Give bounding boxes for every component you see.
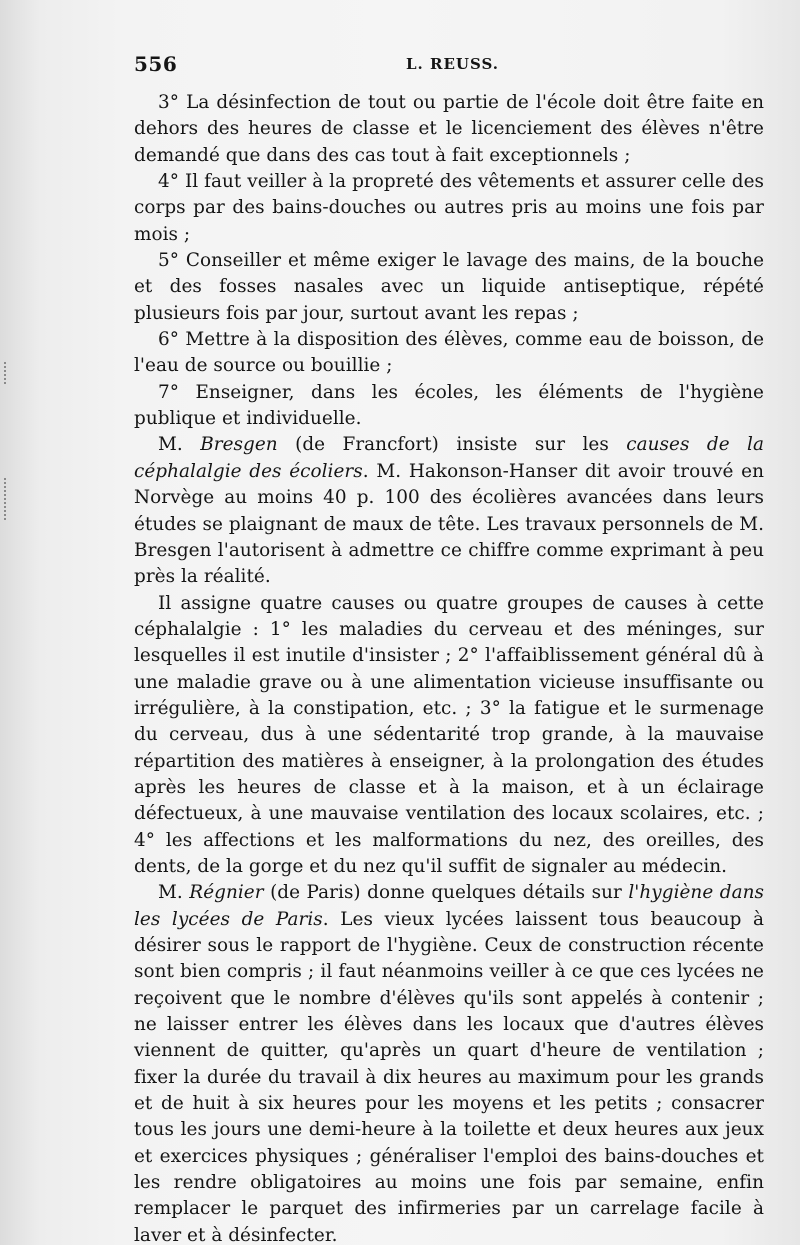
person-name: Régnier: [189, 882, 264, 904]
text-run: . M. Hakonson-Hanser dit avoir trouvé en Norvège au moins 40 p. 100 des écolières avancées dans leurs études se plaignant de maux de tête. Les travaux personnels de M. Bresgen l'autorisent à admettre ce chiffre comme exprimant à peu près la réalité.: [134, 460, 764, 588]
topic-title: causes de la céphalalgie des écoliers: [134, 434, 764, 482]
text-run: M.: [158, 434, 201, 456]
paragraph-causes: Il assigne quatre causes ou quatre groupes de causes à cette céphalalgie : 1° les maladies du cerveau et des méninges, sur lesquelles il est inutile d'insister ; 2° l'affaiblissement général dû à une maladie grave ou à une alimentation vicieuse insuffisante ou irrégulière, à la constipation, etc. ; 3° la fatigue et le surmenage du cerveau, dus à une sédentarité trop grande, à la mauvaise répartition des matières à enseigner, à la prolongation des études après les heures de classe et à la maison, et à un éclairage défectueux, à une mauvaise ventilation des locaux scolaires, etc. ; 4° les affections et les malformations du nez, des oreilles, des dents, de la gorge et du nez qu'il suffit de signaler au médecin.: [134, 592, 764, 877]
paragraph-regnier: [134, 880, 764, 1245]
text-run: M.: [158, 882, 190, 904]
paragraph-item-4: 4° Il faut veiller à la propreté des vêtements et assurer celle des corps par des bains-douches ou autres pris au moins une fois par mois ;: [134, 171, 764, 245]
text-run: (de Francfort) insiste sur les: [277, 434, 627, 456]
running-head: L. REUSS.: [406, 55, 499, 73]
paragraph-item-5: 5° Conseiller et même exiger le lavage des mains, de la bouche et des fosses nasales avec un liquide antiseptique, répété plusieurs fois par jour, surtout avant les repas ;: [134, 250, 764, 324]
paragraph-item-7: 7° Enseigner, dans les écoles, les éléments de l'hygiène publique et individuelle.: [134, 381, 764, 430]
text-run: (de Paris) donne quelques détails sur: [263, 882, 629, 904]
topic-title: l'hygiène dans les lycées de Paris: [134, 882, 764, 930]
body-text: [134, 90, 764, 1245]
gutter-mark: [4, 362, 12, 384]
person-name: Bresgen: [200, 434, 278, 456]
page-header: [134, 52, 764, 78]
paragraph-bresgen: [134, 432, 764, 590]
text-run: . Les vieux lycées laissent tous beaucoup à désirer sous le rapport de l'hygiène. Ceux de construction récente sont bien compris ; il faut néanmoins veiller à ce que ces lycées ne reçoivent que le nombre d'élèves qu'ils sont appelés à contenir ; ne laisser entrer les élèves dans les locaux que d'autres élèves viennent de quitter, qu'après un quart d'heure de ventilation ; fixer la durée du travail à dix heures au maximum pour les grands et de huit à six heures pour les moyens et les petits ; consacrer tous les jours une demi-heure à la toilette et deux heures aux jeux et exercices physiques ; généraliser l'emploi des bains-douches et les rendre obligatoires au moins une fois par semaine, enfin remplacer le parquet des infirmeries par un carrelage facile à laver et à désinfecter.: [134, 908, 764, 1245]
gutter-mark: [4, 478, 12, 500]
paragraph-item-6: 6° Mettre à la disposition des élèves, comme eau de boisson, de l'eau de source ou bouillie ;: [134, 329, 764, 377]
page-number: 556: [134, 52, 178, 76]
gutter-mark: [4, 498, 12, 520]
paragraph-item-3: 3° La désinfection de tout ou partie de l'école doit être faite en dehors des heures de classe et le licenciement des élèves n'être demandé que dans des cas tout à fait exceptionnels ;: [134, 92, 764, 166]
